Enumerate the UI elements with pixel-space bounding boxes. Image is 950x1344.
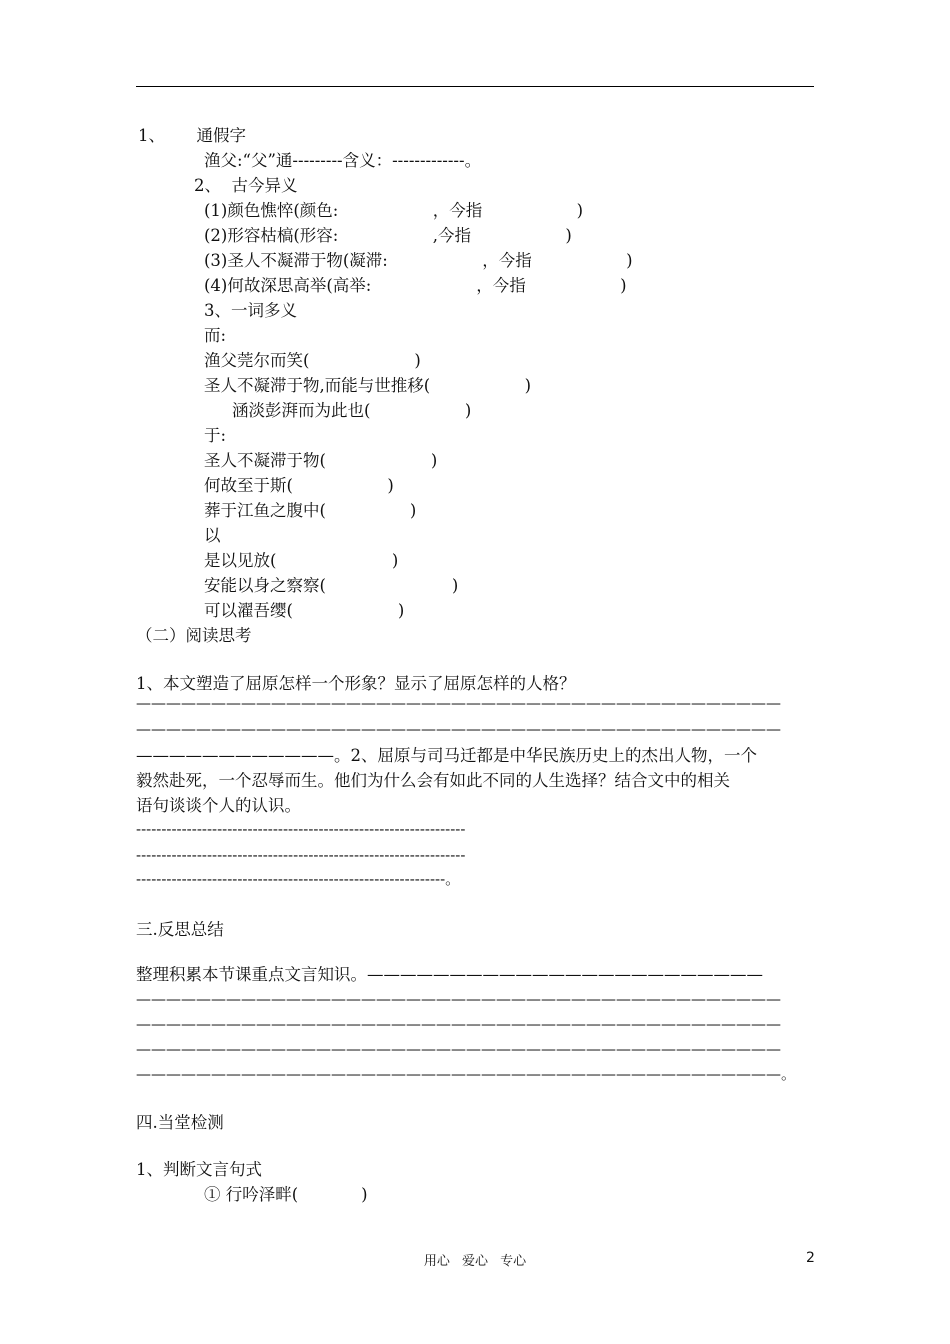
text-line: 可以濯吾缨( ) [204, 601, 405, 620]
text-line: (3)圣人不凝滞于物(凝滞: ，今指 ) [204, 251, 633, 270]
text-line: 毅然赴死，一个忍辱而生。他们为什么会有如此不同的人生选择？结合文中的相关 [136, 771, 730, 790]
text-line: 2、 古今异义 [194, 176, 298, 195]
text-line: ———————————————————————————————————————————。 [136, 1065, 797, 1083]
page-number: 2 [806, 1250, 815, 1266]
text-line: 渔父:“父”通---------含义：-------------。 [204, 151, 482, 170]
text-line: (1)颜色憔悴(颜色: ，今指 ) [204, 201, 584, 220]
text-line: ——————————————————————————————————————————— [136, 1040, 781, 1058]
header-rule [136, 86, 814, 87]
text-line: 三.反思总结 [136, 920, 224, 939]
text-line: ————————————。2、屈原与司马迁都是中华民族历史上的杰出人物，一个 [136, 746, 757, 765]
text-line: 3、一词多义 [204, 301, 297, 320]
text-line: 涵淡彭湃而为此也( ) [232, 401, 472, 420]
page-footer: 用心 爱心 专心 [423, 1254, 527, 1269]
text-line: 整理积累本节课重点文言知识。———————————————————————— [136, 965, 763, 984]
text-line: 于: [204, 426, 227, 445]
text-line: 何故至于斯( ) [204, 476, 394, 495]
text-line: ——————————————————————————————————————————— [136, 694, 781, 712]
text-line: 四.当堂检测 [136, 1113, 224, 1132]
text-line: 葬于江鱼之腹中( ) [204, 501, 417, 520]
text-line: (4)何故深思高举(高举: ，今指 ) [204, 276, 627, 295]
text-line: ——————————————————————————————————————————— [136, 1015, 781, 1033]
text-line: (2)形容枯槁(形容: ,今指 ) [204, 226, 572, 245]
text-line: 是以见放( ) [204, 551, 399, 570]
text-line: ——————————————————————————————————————————— [136, 720, 781, 738]
text-line: ① 行吟泽畔( ) [204, 1185, 368, 1204]
text-line: 安能以身之察察( ) [204, 576, 459, 595]
text-line: 以 [204, 526, 221, 545]
text-line: -------------------------------------------------------------。 [136, 870, 461, 888]
text-line: ----------------------------------------------------------------- [136, 846, 466, 864]
text-line: 圣人不凝滞于物,而能与世推移( ) [204, 376, 532, 395]
text-line: ----------------------------------------------------------------- [136, 820, 466, 838]
text-line: （二）阅读思考 [136, 626, 252, 645]
text-line: 1、本文塑造了屈原怎样一个形象？显示了屈原怎样的人格？ [136, 674, 576, 693]
text-line: 圣人不凝滞于物( ) [204, 451, 438, 470]
text-line: ——————————————————————————————————————————— [136, 990, 781, 1008]
text-line: 1、判断文言句式 [136, 1160, 262, 1179]
text-line: 而: [204, 326, 227, 345]
text-line: 1、 通假字 [138, 126, 246, 145]
text-line: 渔父莞尔而笑( ) [204, 351, 421, 370]
text-line: 语句谈谈个人的认识。 [136, 796, 301, 815]
